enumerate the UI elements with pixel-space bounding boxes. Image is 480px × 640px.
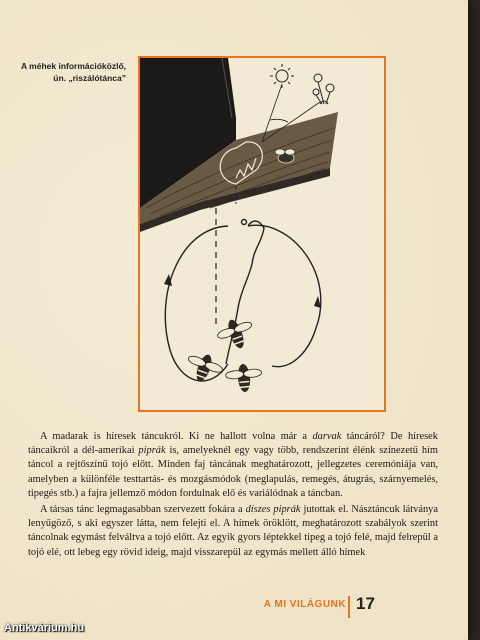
page-footer [0, 596, 468, 618]
figure-caption [16, 60, 126, 84]
p1-emphasis-darvak: darvak [312, 431, 342, 442]
page-number: 17 [356, 594, 375, 613]
paragraph-2 [28, 503, 438, 560]
p1-emphasis-piprak: piprák [138, 445, 166, 457]
watermark-text: Antikvárium.hu [4, 622, 85, 634]
p1-text-b: táncáról? De híresek táncaikról a dél-amerikai [28, 431, 438, 457]
paragraph-1 [28, 430, 438, 501]
p2-emphasis-diszes-piprak: díszes piprák [245, 504, 301, 516]
p1-text-a: A madarak is híresek táncukról. Ki ne hallott volna már a [40, 431, 313, 442]
caption-line-1: A méhek információközlő, [20, 61, 126, 71]
flower-icon [313, 74, 334, 104]
article-body [28, 430, 438, 560]
caption-line-2: ún. „riszálótánca” [53, 73, 126, 83]
p2-text-a: A társas tánc legmagasabban szervezett fokára a [40, 504, 246, 516]
p2-text-b: jutottak el. Násztáncuk látványa lenyűgöző, s aki egyszer látta, nem felejti el. A hímek öröklött, meghatározott szabályok szerint táncolnak egymást felváltva a tojó előtt. Az egyik gyors léptekkel tipeg a tojó felé, majd felrepül a tojó elé, ott lebeg egy rövid ideig, majd visszarepül az egymás mellett álló hímek [28, 504, 438, 558]
waggle-dance-loop [165, 220, 321, 381]
bee-dance-drawing [140, 58, 384, 410]
p1-text-c: is, amelyeknél egy vagy több, rendszerint élénk színezetű hím táncol a rejtőszínű tojó előtt. Minden faj táncának meghatározott, jellegzetes ceremóniája van, amelyben a különféle testtartás- és mozgásmódok (meglapulás, remegés, átugrás, szárnyemelés, tipegés stb.) a fajra jellemző módon fordulnak elő és variálódnak a táncban. [28, 445, 438, 499]
bee-dance-illustration [138, 56, 386, 412]
bee-icon [225, 362, 263, 393]
section-title: A MI VILÁGUNK [263, 599, 346, 610]
footer-divider [348, 596, 350, 618]
